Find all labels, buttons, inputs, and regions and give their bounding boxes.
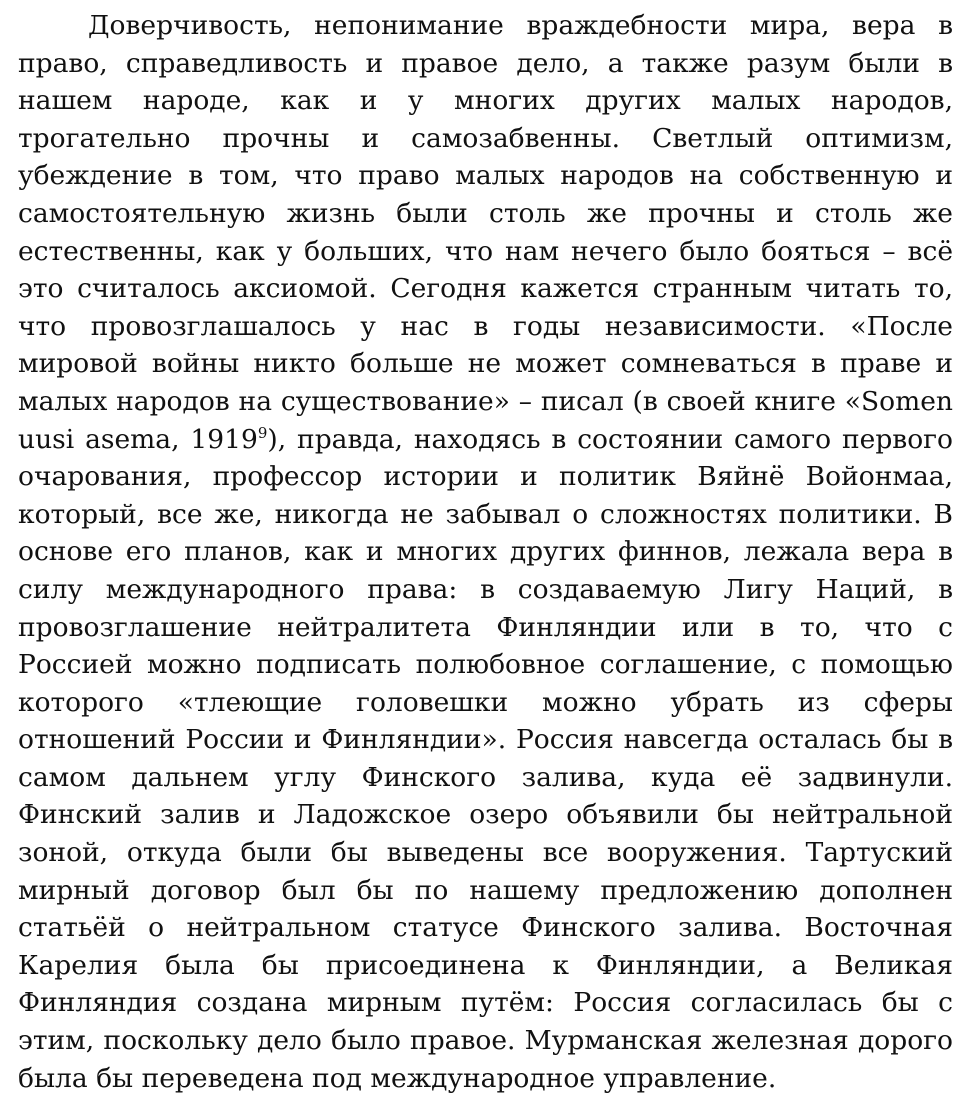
paragraph-text-part2: ), правда, находясь в состоянии самого первого очарования, профессор истории и политик Вяйнё Войонмаа, который, все же, никогда не забывал о сложностях политики. В основе его планов, как и многих других финнов, лежала вера в силу международного права: в создаваемую Лигу Наций, в провозглашение нейтралитета Финляндии или в то, что с Россией можно подписать полюбовное соглашение, с помощью которого «тлеющие головешки можно убрать из сферы отношений России и Финляндии». Россия навсегда осталась бы в самом дальнем углу Финского залива, куда её задвинули. Финский залив и Ладожское озеро объявили бы нейтральной зоной, откуда были бы выведены все вооружения. Тартуский мирный договор был бы по нашему предложению дополнен статьёй о нейтральном статусе Финского залива. Восточная Карелия была бы присоединена к Финляндии, а Великая Финляндия создана мирным путём: Россия согласилась бы с этим, поскольку дело было правое. Мурманская железная дорого была бы переведена под международное управление. [18,423,953,1094]
paragraph-text-part1: Доверчивость, непонимание враждебности мира, вера в право, справедливость и правое дело, а также разум были в нашем народе, как и у многих других малых народов, трогательно прочны и самозабвенны. Светлый оптимизм, убеждение в том, что право малых народов на собственную и самостоятельную жизнь были столь же прочны и столь же естественны, как у больших, что нам нечего было бояться – всё это считалось аксиомой. Сегодня кажется странным читать то, что провозглашалось у нас в годы независимости. «После мировой войны никто больше не может сомневаться в праве и малых народов на существование» – писал (в своей книге «Somen uusi asema, 1919 [18,10,953,455]
footnote-reference: 9 [257,423,268,442]
body-paragraph [18,7,953,1097]
